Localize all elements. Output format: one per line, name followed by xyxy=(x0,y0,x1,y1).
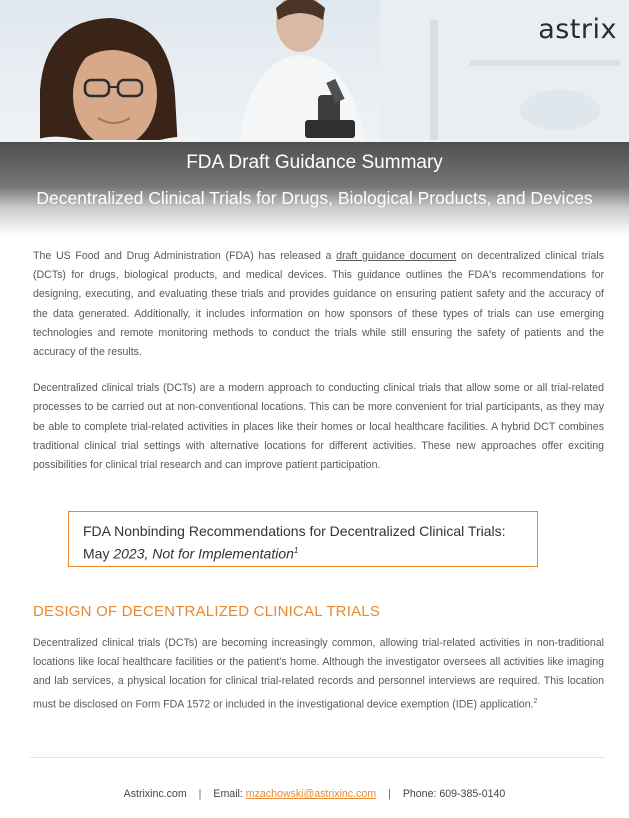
callout-line-2 xyxy=(83,541,527,564)
callout-month: May xyxy=(83,545,110,562)
design-section xyxy=(33,634,604,731)
recommendations-callout xyxy=(68,511,538,567)
intro-text-start: The US Food and Drug Administration (FDA) has released a xyxy=(33,250,337,262)
section-heading: DESIGN OF DECENTRALIZED CLINICAL TRIALS xyxy=(33,603,381,620)
intro-section xyxy=(33,247,604,492)
footer-email-link[interactable]: mzachowski@astrixinc.com xyxy=(245,788,377,800)
footer-divider xyxy=(30,757,605,758)
intro-paragraph-1 xyxy=(33,247,604,362)
intro-text-end: on decentralized clinical trials (DCTs) for drugs, biological products, and medical devices. This guidance outlines the FDA's recommendations for designing, executing, and evaluating these trials and provides guidance on ensuring patient safety and the accuracy of the data generated. Additionally, it includes information on how sponsors of these types of trials can use emerging technologies and remote monitoring methods to conduct the trials while still ensuring the safety of patients and the accuracy of the results. xyxy=(33,250,604,359)
draft-guidance-link[interactable]: draft guidance document xyxy=(336,250,457,262)
design-paragraph xyxy=(33,634,604,714)
astrix-logo: astrix xyxy=(538,14,617,45)
callout-footnote: 1 xyxy=(293,546,299,555)
footer xyxy=(0,788,629,800)
page-title: FDA Draft Guidance Summary xyxy=(186,152,443,173)
callout-date-note: 2023, Not for Implementation xyxy=(109,545,294,562)
footer-email-label: Email: xyxy=(213,788,246,800)
title-band-fade xyxy=(0,206,629,236)
footer-separator: | xyxy=(388,788,391,800)
footer-separator: | xyxy=(198,788,202,800)
intro-paragraph-2: Decentralized clinical trials (DCTs) are a modern approach to conducting clinical trials that allow some or all trial-related processes to be carried out at non-conventional locations. This can be more convenient for trial participants, as they may be able to complete trial-related activities in places like their homes or local healthcare facilities. A hybrid DCT combines traditional clinical trial settings with alternative locations for different activities. These new approaches offer exciting possibilities for clinical trial research and can improve patient participation. xyxy=(33,382,604,472)
page-subtitle: Decentralized Clinical Trials for Drugs, Biological Products, and Devices xyxy=(36,188,593,208)
footer-website[interactable]: Astrixinc.com xyxy=(123,788,187,800)
callout-line-1: FDA Nonbinding Recommendations for Decentralized Clinical Trials: xyxy=(83,523,506,539)
design-text: Decentralized clinical trials (DCTs) are becoming increasingly common, allowing trial-related activities in non-traditional locations like local healthcare facilities or the patient's home. Although the investigator oversees all activities like imaging and lab services, a physical location for clinical trial-related records and personnel interviews are required. This location must be disclosed on Form FDA 1572 or included in the investigational device exemption (IDE) application. xyxy=(33,637,604,711)
design-footnote: 2 xyxy=(533,697,538,705)
footer-phone: Phone: 609-385-0140 xyxy=(402,788,506,800)
